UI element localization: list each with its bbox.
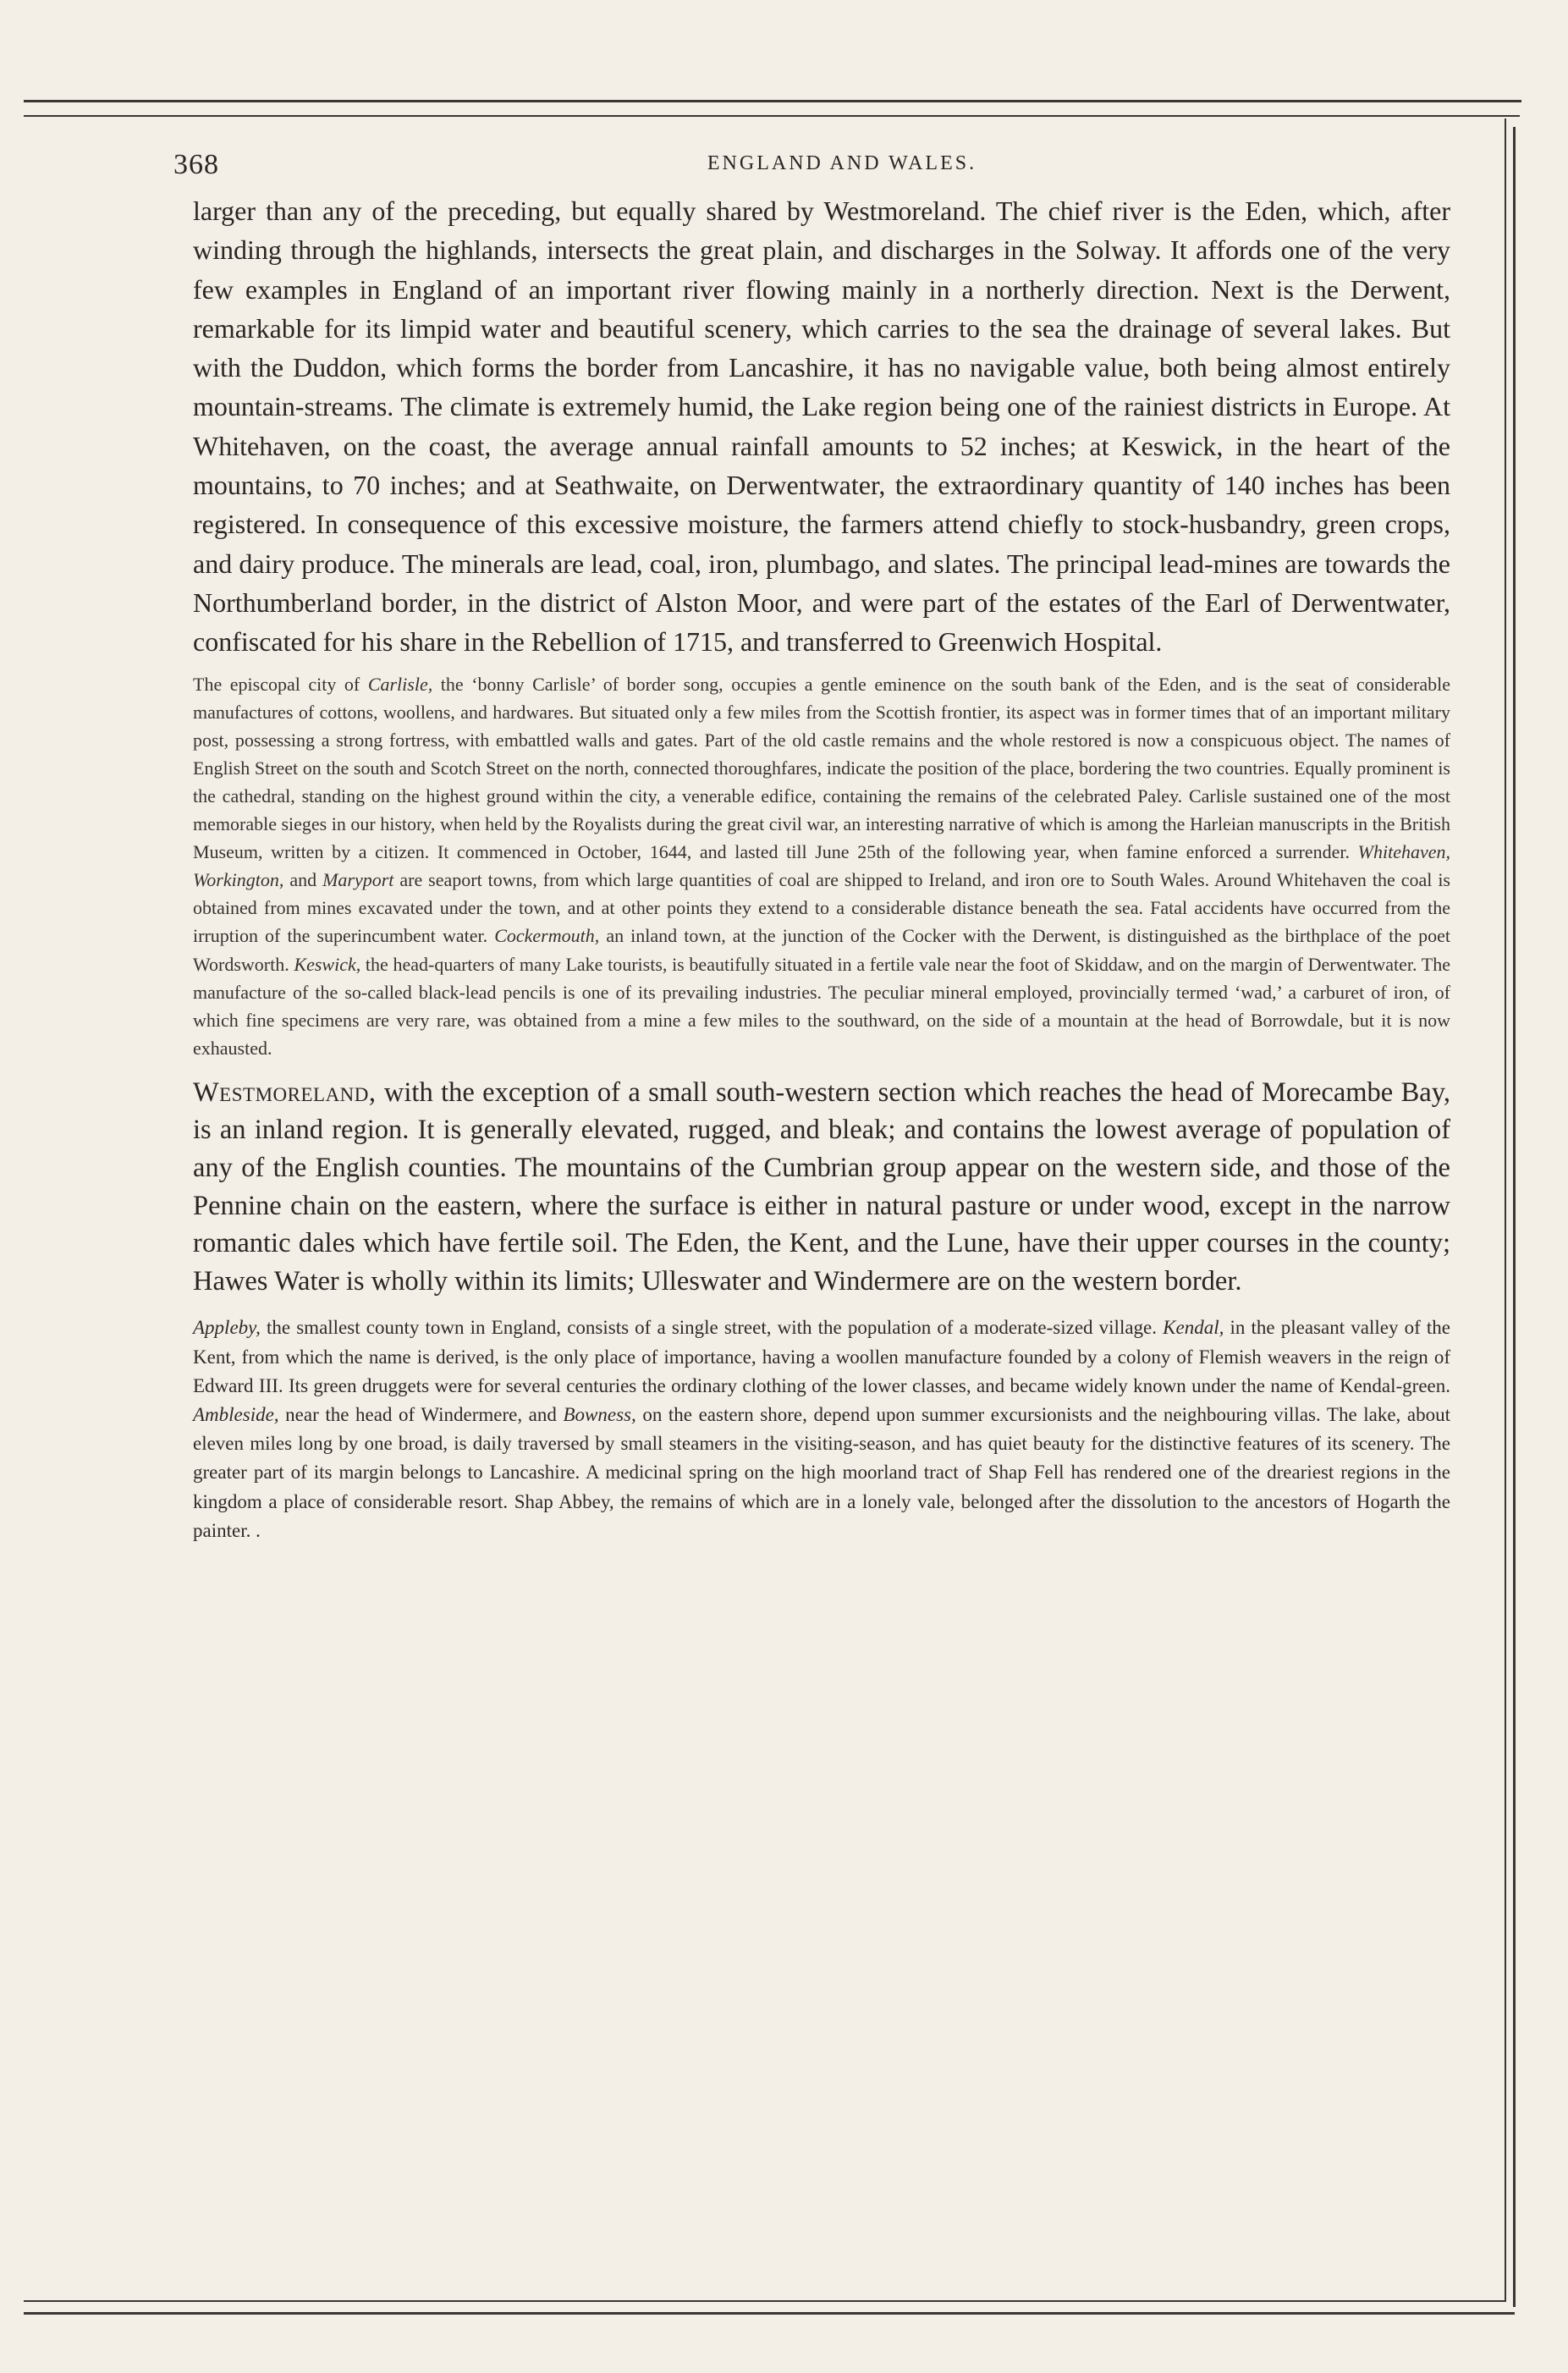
place-name: Bowness, bbox=[563, 1404, 636, 1426]
place-name: Carlisle, bbox=[367, 673, 433, 695]
text-run: The episcopal city of bbox=[193, 673, 368, 695]
frame-rule-bottom-inner bbox=[24, 2300, 1506, 2302]
text-run: in the pleasant valley of the Kent, from which the name is derived, is the only place of importance, having a woollen manufacture founded by a colony of Flemish weavers in the reign of Edward III. Its green druggets were for several centuries the ordinary clothing of the lower classes, and became widely known under the name of Kendal-green. bbox=[193, 1317, 1450, 1396]
paragraph-westmoreland-towns bbox=[193, 1313, 1450, 1545]
text-run: with the exception of a small south-western section which reaches the head of Morecambe Bay, is an inland region. It is generally elevated, rugged, and bleak; and contains the lowest average of population of any of the English counties. The mountains of the Cumbrian group appear on the western side, and those of the Pennine chain on the eastern, where the surface is either in natural pasture or under wood, except in the narrow romantic dales which have fertile soil. The Eden, the Kent, and the Lune, have their upper courses in the county; Hawes Water is wholly within its limits; Ulleswater and Windermere are on the western border. bbox=[193, 1076, 1450, 1297]
page-number: 368 bbox=[173, 149, 219, 180]
place-name: Appleby, bbox=[193, 1317, 261, 1339]
page-body bbox=[193, 191, 1450, 1545]
paragraph-carlisle-towns bbox=[193, 670, 1450, 1062]
paragraph-cumberland-rivers: larger than any of the preceding, but equally shared by Westmoreland. The chief river is the Eden, which, after winding through the highlands, intersects the great plain, and discharges in the Solway. It affords one of the very few examples in England of an important river flowing mainly in a northerly direction. Next is the Derwent, remarkable for its limpid water and beautiful scenery, which carries to the sea the drainage of several lakes. But with the Duddon, which forms the border from Lancashire, it has no navigable value, both being almost entirely mountain-streams. The climate is extremely humid, the Lake region being one of the rainiest districts in Europe. At Whitehaven, on the coast, the average annual rainfall amounts to 52 inches; at Keswick, in the heart of the mountains, to 70 inches; and at Seathwaite, on Derwentwater, the extraordinary quantity of 140 inches has been registered. In consequence of this excessive moisture, the farmers attend chiefly to stock-husbandry, green crops, and dairy produce. The minerals are lead, coal, iron, plumbago, and slates. The principal lead-mines are towards the Northumberland border, in the district of Alston Moor, and were part of the estates of the Earl of Derwentwater, confiscated for his share in the Rebellion of 1715, and transferred to Greenwich Hospital. bbox=[193, 195, 1450, 658]
place-name: Cockermouth, bbox=[494, 925, 600, 947]
frame-rule-right-inner bbox=[1505, 118, 1506, 2300]
paragraph-westmoreland bbox=[193, 1074, 1450, 1301]
place-name: Kendal, bbox=[1163, 1317, 1224, 1339]
page-header bbox=[173, 149, 1477, 186]
frame-rule-top bbox=[24, 100, 1521, 102]
place-name: Whitehaven, Workington, bbox=[193, 841, 1450, 891]
text-run: an inland town, at the junction of the Cocker with the Derwent, is distinguished as the birthplace of the poet Wordsworth. bbox=[193, 925, 1451, 975]
text-run: the smallest county town in England, consists of a single street, with the population of a moderate-sized village. bbox=[260, 1317, 1164, 1339]
text-run: on the eastern shore, depend upon summer excursionists and the neighbouring villas. The lake, about eleven miles long by one broad, is daily traversed by small steamers in the visiting-season, and has quiet beauty for the distinctive features of its scenery. The greater part of its margin belongs to Lancashire. A medicinal spring on the high moorland tract of Shap Fell has rendered one of the dreariest regions in the kingdom a place of considerable resort. Shap Abbey, the remains of which are in a lonely vale, belonged after the dissolution to the ancestors of Hogarth the painter. . bbox=[193, 1404, 1450, 1541]
place-name: Keswick, bbox=[294, 953, 361, 975]
text-run: are seaport towns, from which large quantities of coal are shipped to Ireland, and iron ore to South Wales. Around Whitehaven the coal is obtained from mines excavated under the town, and at other points they extend to a considerable distance beneath the sea. Fatal accidents have occurred from the irruption of the superincumbent water. bbox=[193, 869, 1450, 947]
place-name: Ambleside, bbox=[193, 1404, 279, 1426]
frame-rule-right bbox=[1513, 127, 1516, 2307]
frame-rule-bottom bbox=[24, 2312, 1515, 2315]
text-run: the ‘bonny Carlisle’ of border song, occupies a gentle eminence on the south bank of the Eden, and is the seat of considerable manufactures of cottons, woollens, and hardwares. But situated only a few miles from the Scottish frontier, its aspect was in former times that of an important military post, possessing a strong fortress, with embattled walls and gates. Part of the old castle remains and the whole restored is now a conspicuous object. The names of English Street on the south and Scotch Street on the north, connected thoroughfares, indicate the position of the place, bordering the two countries. Equally prominent is the cathedral, standing on the highest ground within the city, a venerable edifice, containing the remains of the celebrated Paley. Carlisle sustained one of the most memorable sieges in our history, when held by the Royalists during the great civil war, an interesting narrative of which is among the Harleian manuscripts in the British Museum, written by a citizen. It commenced in October, 1644, and lasted till June 25th of the following year, when famine enforced a surrender. bbox=[193, 673, 1450, 863]
county-name: Westmoreland, bbox=[193, 1076, 377, 1108]
text-run: and bbox=[283, 869, 323, 891]
place-name: Maryport bbox=[322, 869, 394, 891]
text-run: near the head of Windermere, and bbox=[278, 1404, 564, 1426]
running-head: ENGLAND AND WALES. bbox=[707, 152, 977, 174]
text-run: the head-quarters of many Lake tourists, is beautifully situated in a fertile vale near the foot of Skiddaw, and on the margin of Derwentwater. The manufacture of the so-called black-lead pencils is one of its prevailing industries. The peculiar mineral employed, provincially termed ‘wad,’ a carburet of iron, of which fine specimens are very rare, was obtained from a mine a few miles to the southward, on the side of a mountain at the head of Borrowdale, but it is now exhausted. bbox=[193, 953, 1450, 1059]
frame-rule-top-inner bbox=[24, 115, 1520, 117]
